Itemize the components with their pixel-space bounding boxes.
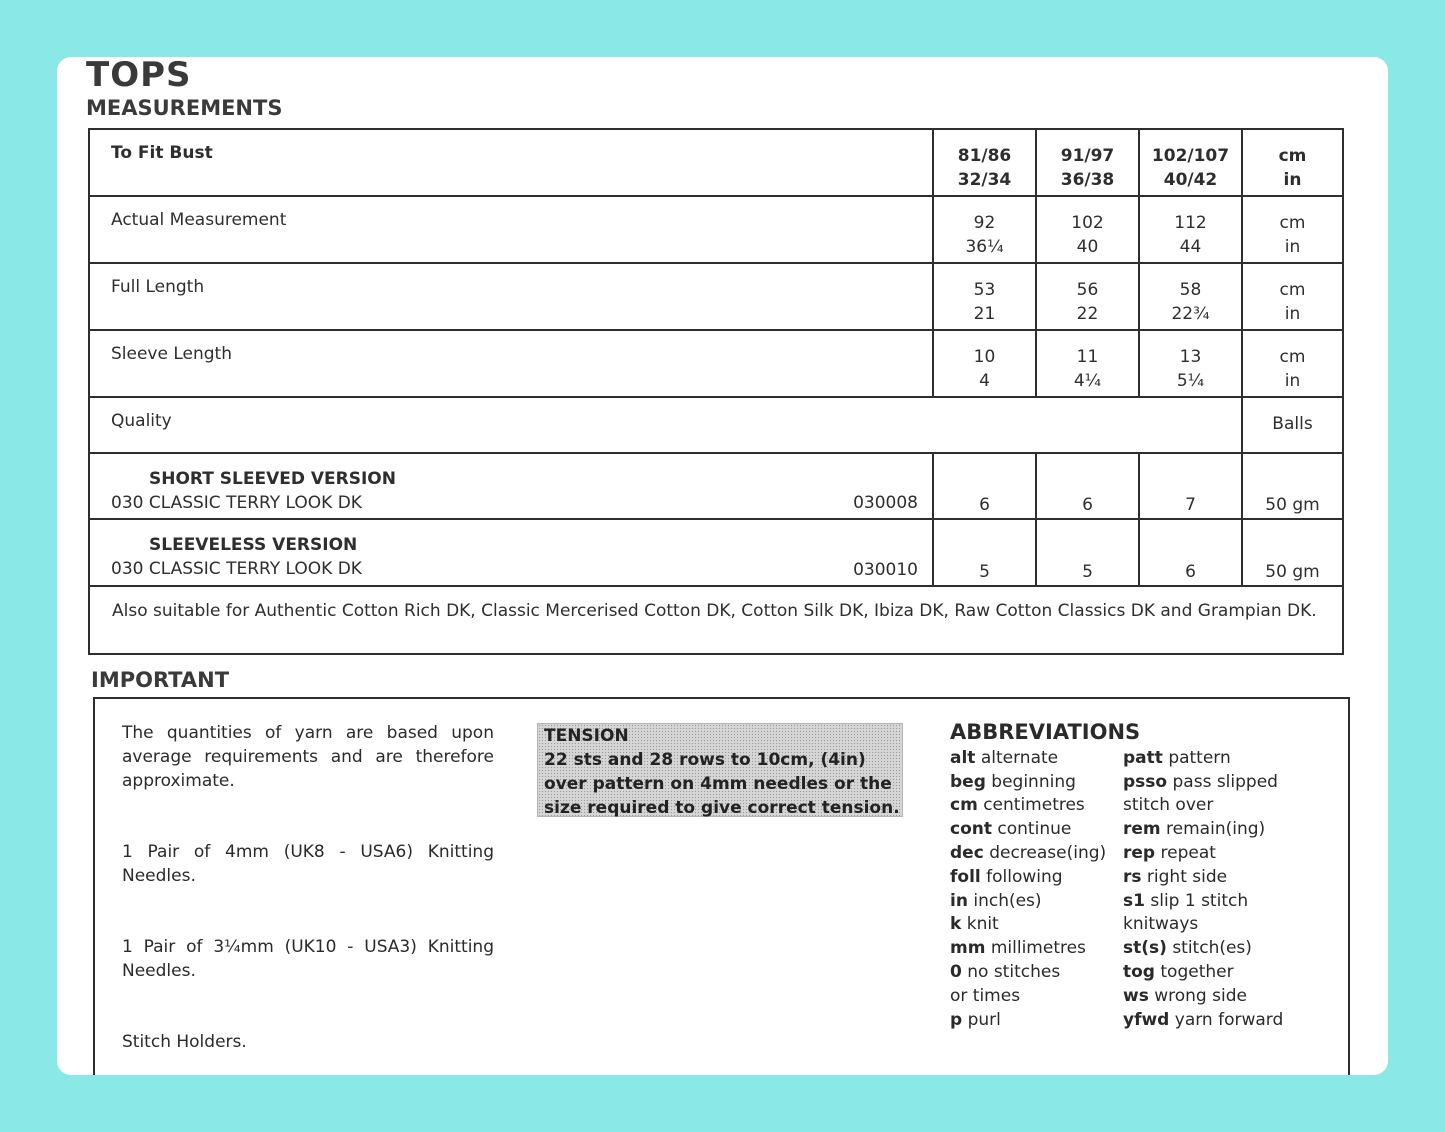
abbreviations	[950, 721, 1330, 1032]
abbr-item: k knit	[950, 914, 999, 935]
quality-label: Quality	[89, 397, 1242, 453]
size-cell: 91/97 36/38	[1036, 129, 1139, 196]
needles-3-25mm: 1 Pair of 3¼mm (UK10 - USA3) Knitting Needles.	[122, 937, 494, 981]
abbr-item: cont continue	[950, 819, 1072, 840]
abbr-item: alt alternate	[950, 747, 1059, 768]
balls-cell: 6	[1139, 519, 1242, 586]
unit-cell: cm in	[1242, 330, 1343, 397]
abbr-item: foll following	[950, 866, 1063, 887]
stitch-holders: Stitch Holders.	[122, 1032, 247, 1052]
balls-label: Balls	[1242, 397, 1343, 453]
abbr-item: ws wrong side	[1123, 985, 1247, 1006]
yarn-name: 030 CLASSIC TERRY LOOK DK	[111, 493, 362, 513]
yarn-note: The quantities of yarn are based upon average requirements and are therefore approximate.	[122, 723, 494, 791]
yarn-code: 030008	[853, 493, 918, 513]
size-cell: 102/107 40/42	[1139, 129, 1242, 196]
abbr-item: cm centimetres	[950, 795, 1085, 816]
balls-cell: 6	[933, 453, 1036, 519]
abbr-item: rem remain(ing)	[1123, 819, 1266, 840]
needles-4mm: 1 Pair of 4mm (UK8 - USA6) Knitting Needles.	[122, 842, 494, 886]
abbr-item: s1 slip 1 stitch	[1123, 890, 1249, 911]
abbr-item: or times	[950, 985, 1021, 1006]
version-title: SLEEVELESS VERSION	[149, 535, 358, 555]
value-cell: 102 40	[1036, 196, 1139, 263]
weight-cell: 50 gm	[1242, 453, 1343, 519]
abbr-item: stitch over	[1123, 795, 1214, 816]
unit-cell: cm in	[1242, 263, 1343, 330]
abbr-item: p purl	[950, 1009, 1001, 1030]
abbreviations-title: ABBREVIATIONS	[950, 720, 1141, 744]
value-cell: 13 5¼	[1139, 330, 1242, 397]
pattern-page	[57, 57, 1388, 1075]
version-row	[89, 453, 1343, 519]
abbr-item: in inch(es)	[950, 890, 1042, 911]
also-suitable-row	[89, 586, 1343, 654]
value-cell: 112 44	[1139, 196, 1242, 263]
quality-row	[89, 397, 1343, 453]
balls-cell: 6	[1036, 453, 1139, 519]
value-cell: 53 21	[933, 263, 1036, 330]
balls-cell: 7	[1139, 453, 1242, 519]
balls-cell: 5	[1036, 519, 1139, 586]
tension-text: 22 sts and 28 rows to 10cm, (4in) over pattern on 4mm needles or the size required to give correct tension.	[544, 750, 900, 818]
table-row	[89, 330, 1343, 397]
abbr-item: knitways	[1123, 914, 1199, 935]
abbr-item: psso pass slipped	[1123, 771, 1278, 792]
tension-title: TENSION	[544, 726, 629, 746]
value-cell: 92 36¼	[933, 196, 1036, 263]
measurements-table	[88, 128, 1344, 655]
abbreviations-col-1	[950, 747, 1123, 1033]
unit-cell: cm in	[1242, 196, 1343, 263]
to-fit-bust-label: To Fit Bust	[89, 129, 933, 196]
abbr-item: tog together	[1123, 961, 1234, 982]
version-cell	[89, 453, 933, 519]
important-box	[93, 697, 1350, 1075]
version-row	[89, 519, 1343, 586]
value-cell: 10 4	[933, 330, 1036, 397]
yarn-code: 030010	[853, 560, 918, 580]
yarn-name: 030 CLASSIC TERRY LOOK DK	[111, 559, 362, 579]
row-label: Sleeve Length	[89, 330, 933, 397]
measurements-heading: MEASUREMENTS	[86, 96, 283, 120]
value-cell: 11 4¼	[1036, 330, 1139, 397]
balls-cell: 5	[933, 519, 1036, 586]
abbr-item: rep repeat	[1123, 842, 1216, 863]
abbr-item: beg beginning	[950, 771, 1076, 792]
value-cell: 56 22	[1036, 263, 1139, 330]
also-suitable-text: Also suitable for Authentic Cotton Rich DK, Classic Mercerised Cotton DK, Cotton Silk DK, Ibiza DK, Raw Cotton Classics DK and Grampian DK.	[89, 586, 1343, 654]
table-row	[89, 263, 1343, 330]
abbr-item: 0 no stitches	[950, 961, 1061, 982]
row-label: Actual Measurement	[89, 196, 933, 263]
abbreviations-col-2	[1123, 747, 1323, 1033]
materials-column	[122, 721, 494, 1075]
table-row	[89, 196, 1343, 263]
abbr-item: st(s) stitch(es)	[1123, 938, 1252, 959]
important-heading: IMPORTANT	[91, 668, 230, 692]
weight-cell: 50 gm	[1242, 519, 1343, 586]
size-cell: 81/86 32/34	[933, 129, 1036, 196]
abbr-item: dec decrease(ing)	[950, 842, 1107, 863]
table-header-row	[89, 129, 1343, 196]
abbr-item: yfwd yarn forward	[1123, 1009, 1284, 1030]
tension-box	[537, 723, 903, 817]
version-cell	[89, 519, 933, 586]
abbr-item: mm millimetres	[950, 938, 1086, 959]
abbr-item: patt pattern	[1123, 747, 1231, 768]
unit-cell: cm in	[1242, 129, 1343, 196]
abbr-item: rs right side	[1123, 866, 1228, 887]
version-title: SHORT SLEEVED VERSION	[149, 469, 396, 489]
page-title: TOPS	[86, 57, 192, 95]
row-label: Full Length	[89, 263, 933, 330]
value-cell: 58 22¾	[1139, 263, 1242, 330]
